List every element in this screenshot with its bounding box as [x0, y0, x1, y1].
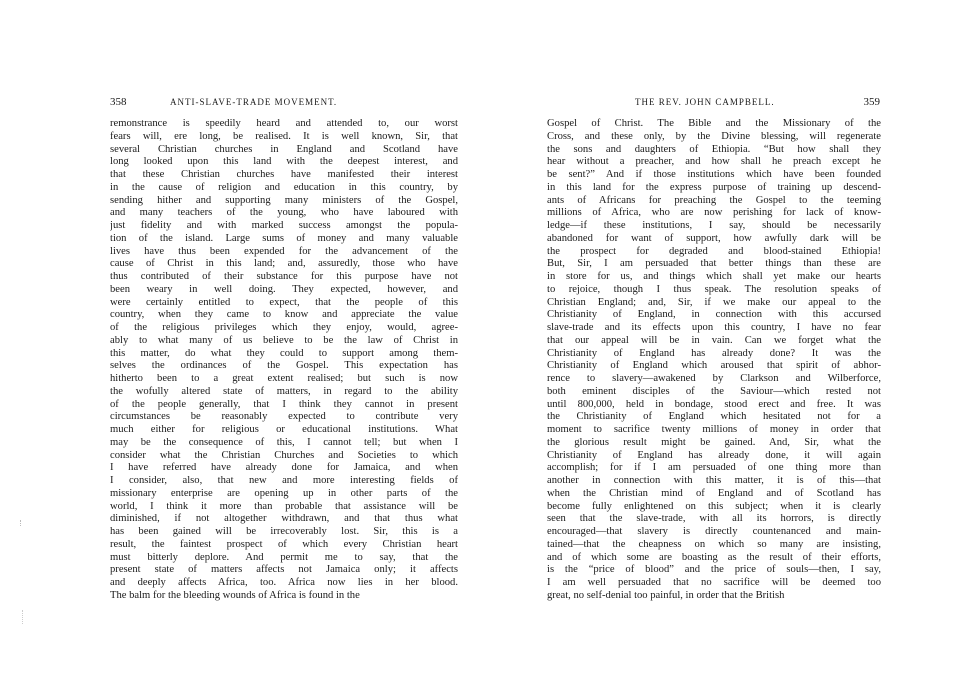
text-line: circumstances be reasonably expected to contribute very: [110, 411, 458, 423]
text-line: seen that the slave-trade, with all its horrors, is directly: [547, 513, 881, 525]
text-line: until 800,000, held in bondage, stood erect and free. It was: [547, 398, 881, 410]
text-line: sending hither and supporting many ministers of the Gospel,: [110, 194, 458, 206]
text-line: great, no self-denial too painful, in order that the British: [547, 589, 785, 601]
text-line: to rejoice, though I thus speak. The resolution speaks of: [547, 283, 881, 295]
text-line: cause of Christ in this land; and, assuredly, those who have: [110, 258, 458, 270]
text-line: missionary enterprise are opening up in other parts of the: [110, 487, 458, 499]
text-line: country, when they came to know and appreciate the value: [110, 309, 458, 321]
text-line: tion of the island. Large sums of money and many valuable: [110, 232, 458, 244]
text-line: Christianity of England has already done, it will again: [547, 449, 881, 461]
right-page-number: 359: [863, 96, 880, 108]
text-line: I am well persuaded that no sacrifice will be deemed too: [547, 577, 881, 588]
text-line: But, Sir, I am persuaded that better things than these are: [547, 258, 881, 270]
text-line: consider what the Christian Churches and Societies to which: [110, 449, 458, 461]
text-line: long looked upon this land with the deepest interest, and: [110, 156, 458, 168]
text-line: much either for religious or educational institutions. What: [110, 424, 458, 435]
text-line: must bitterly deplore. And permit me to say, that the: [110, 551, 458, 563]
text-line: that these Christian churches have manifested their interest: [110, 169, 458, 180]
text-line: may be the consequence of this, I cannot tell; but when I: [110, 436, 458, 448]
text-line: is the “price of blood” and the price of souls—then, I say,: [547, 564, 881, 576]
text-line: world, I think it more than probable that assistance will be: [110, 500, 458, 512]
text-line: the glorious result might be gained. And, Sir, what the: [547, 436, 881, 448]
text-line: become fully enlightened on this subject; when it is clearly: [547, 500, 881, 512]
text-line: that our appeal will be in vain. Can we forget what the: [547, 334, 881, 346]
text-line: of the religious privileges which they enjoy, would, agree-: [110, 322, 458, 333]
text-line: ants of Africans for preaching the Gospel to the teeming: [547, 194, 881, 206]
text-line: the Christianity of England which hesitated not for a: [547, 411, 881, 423]
left-running-title: ANTI-SLAVE-TRADE MOVEMENT.: [170, 97, 338, 107]
text-line: I consider, also, that new and more interesting fields of: [110, 475, 458, 486]
text-line: tained—that the cheapness on which so many are insisting,: [547, 538, 881, 550]
text-line: Christianity of England which aroused that spirit of abhor-: [547, 360, 881, 372]
text-line: this matter, do what they could to support among them-: [110, 347, 458, 359]
right-running-head: [547, 96, 880, 110]
text-line: remonstrance is speedily heard and attended to, our worst: [110, 118, 458, 129]
text-line: moment to sacrifice twenty millions of money in order that: [547, 424, 881, 435]
text-line: be sent?” And if those institutions which have been founded: [547, 169, 881, 180]
text-line: in store for us, and things which shall yet make our hearts: [547, 271, 881, 282]
text-line: Christian England; and, Sir, if we make our appeal to the: [547, 296, 881, 308]
text-line: and deeply affects Africa, too. Africa now lies in her blood.: [110, 577, 458, 588]
text-line: hear without a preacher, and how shall he preach except he: [547, 156, 881, 168]
text-line: were certainly entitled to expect, that the people of this: [110, 296, 458, 308]
text-line: ably to what many of us believe to be the law of Christ in: [110, 334, 458, 346]
text-line: lives have thus been expended for the advancement of the: [110, 245, 458, 257]
text-line: fears will, ere long, be realised. It is well known, Sir, that: [110, 130, 458, 142]
text-line: Cross, and these only, by the Divine blessing, will regenerate: [547, 130, 881, 142]
text-line: of the people generally, that I think they cannot in present: [110, 398, 458, 410]
right-page: [490, 0, 980, 675]
text-line: Gospel of Christ. The Bible and the Missionary of the: [547, 118, 881, 129]
text-line: rence to slavery—awakened by Clarkson and Wilberforce,: [547, 373, 881, 384]
text-line: selves the ordinances of the Gospel. This expectation has: [110, 360, 458, 372]
left-page-number: 358: [110, 96, 127, 108]
text-line: result, the faintest prospect of which every Christian heart: [110, 538, 458, 550]
text-line: abandoned for want of support, how awfully dark will be: [547, 232, 881, 244]
text-line: Christianity of England, in connection with this accursed: [547, 309, 881, 321]
text-line: thus contributed of their substance for this purpose have not: [110, 271, 458, 282]
right-body-text: [547, 118, 881, 603]
text-line: in the cause of religion and education in this country, by: [110, 181, 458, 193]
text-line: has been gained will be irrecoverably lost. Sir, this is a: [110, 526, 458, 537]
text-line: and many teachers of the young, who have laboured with: [110, 207, 458, 219]
margin-mark: [20, 520, 25, 526]
margin-mark: [22, 610, 25, 624]
left-body-text: [110, 118, 458, 603]
text-line: just fidelity and with marked success amongst the popula-: [110, 220, 458, 231]
text-line: both eminent disciples of the Saviour—which rested not: [547, 385, 881, 397]
text-line: diminished, if not altogether withdrawn, and that thus what: [110, 513, 458, 525]
text-line: been weary in well doing. They expected, however, and: [110, 283, 458, 295]
text-line: accomplish; for if I am persuaded of one thing more than: [547, 462, 881, 474]
text-line: another in connection with this matter, it is of this—that: [547, 475, 881, 486]
text-line: Christianity of England has already done? It was the: [547, 347, 881, 359]
left-running-head: [110, 96, 462, 110]
text-line: the sons and daughters of Ethiopia. “But how shall they: [547, 143, 881, 155]
text-line: in this land for the express purpose of training up descend-: [547, 181, 881, 193]
text-line: The balm for the bleeding wounds of Africa is found in the: [110, 589, 360, 601]
text-line: when the Christian mind of England and of Scotland has: [547, 487, 881, 499]
text-line: ledge—if these institutions, I say, should be necessarily: [547, 220, 881, 231]
text-line: encouraged—that slavery is directly countenanced and main-: [547, 526, 881, 537]
text-line: millions of Africa, who are now perishing for lack of know-: [547, 207, 881, 219]
text-line: hitherto been to a great extent realised; but such is now: [110, 373, 458, 384]
right-running-title: THE REV. JOHN CAMPBELL.: [635, 97, 775, 107]
text-line: several Christian churches in England and Scotland have: [110, 143, 458, 155]
text-line: the wofully altered state of matters, in regard to the ability: [110, 385, 458, 397]
text-line: the prospect for degraded and blood-stained Ethiopia!: [547, 245, 881, 257]
text-line: I have referred have already done for Jamaica, and when: [110, 462, 458, 474]
text-line: and of which some are boasting as the result of their efforts,: [547, 551, 881, 563]
text-line: present state of matters affects not Jamaica only; it affects: [110, 564, 458, 576]
text-line: slave-trade and its effects upon this country, I have no fear: [547, 322, 881, 333]
